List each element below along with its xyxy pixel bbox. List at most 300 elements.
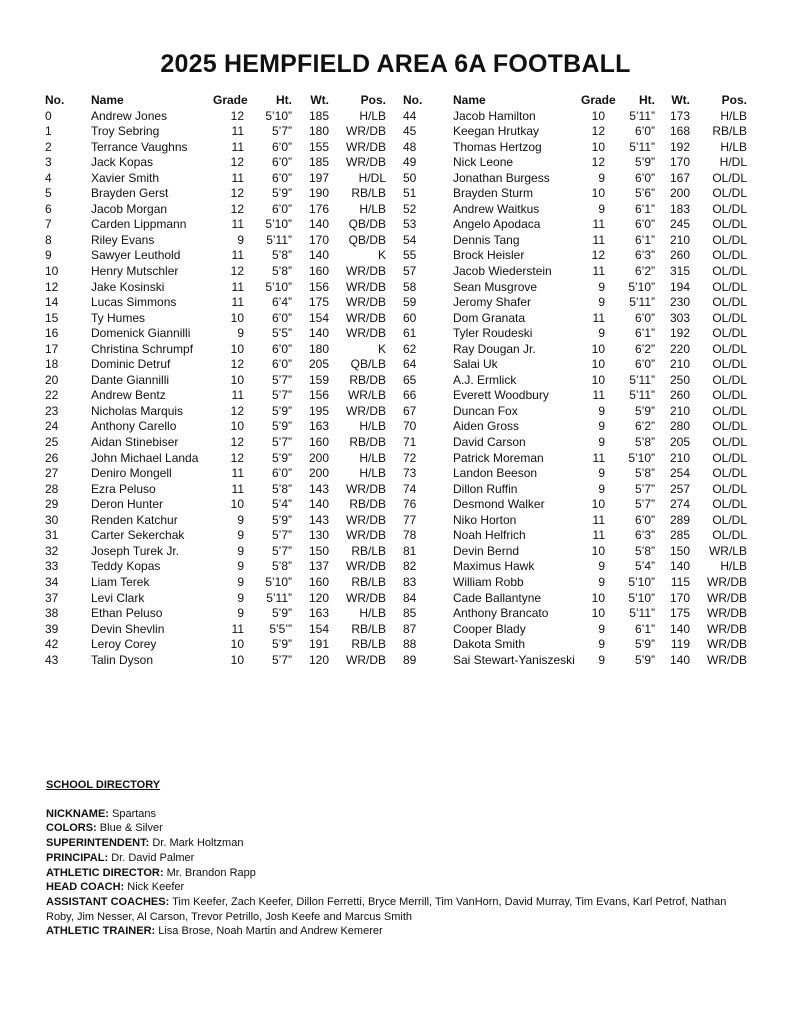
player-height: 6’1”	[634, 232, 655, 247]
table-row	[403, 606, 747, 622]
player-height: 5’7”	[271, 652, 292, 667]
player-number: 33	[45, 559, 59, 574]
player-grade: 11	[231, 466, 244, 481]
player-name: Nick Leone	[453, 155, 514, 170]
player-grade: 9	[237, 559, 244, 574]
player-weight: 170	[308, 232, 329, 247]
player-name: John Michael Landa	[91, 450, 199, 465]
player-name: Dante Giannilli	[91, 372, 170, 387]
player-grade: 9	[598, 326, 605, 341]
player-weight: 220	[669, 341, 690, 356]
directory-value: Blue & Silver	[99, 822, 163, 835]
player-name: Devin Shevlin	[91, 621, 165, 636]
player-number: 83	[403, 574, 417, 589]
player-number: 38	[45, 606, 59, 621]
player-number: 45	[403, 124, 417, 139]
player-weight: 173	[669, 108, 690, 123]
player-position: OL/DL	[712, 264, 747, 279]
player-height: 5’7”	[271, 435, 292, 450]
player-height: 5’7”	[271, 372, 292, 387]
player-number: 20	[45, 372, 59, 387]
player-grade: 9	[598, 170, 605, 185]
player-position: WR/DB	[346, 139, 386, 154]
table-row	[45, 311, 386, 327]
player-position: H/LB	[359, 201, 386, 216]
player-number: 3	[45, 155, 52, 170]
player-name: Jacob Wiederstein	[453, 264, 552, 279]
directory-heading: SCHOOL DIRECTORY	[46, 779, 161, 791]
player-name: Jack Kopas	[91, 155, 154, 170]
player-name: Dakota Smith	[453, 637, 526, 652]
player-grade: 10	[230, 372, 244, 387]
player-weight: 170	[669, 155, 690, 170]
player-grade: 9	[598, 403, 605, 418]
roster-table-left	[45, 93, 386, 668]
player-position: OL/DL	[712, 528, 747, 543]
player-height: 5’4”	[634, 559, 655, 574]
player-weight: 156	[308, 388, 329, 403]
player-grade: 10	[230, 652, 244, 667]
player-weight: 140	[308, 217, 329, 232]
directory-value: Lisa Brose, Noah Martin and Andrew Kemerer	[158, 925, 383, 938]
player-height: 5’8”	[634, 466, 655, 481]
player-name: Ray Dougan Jr.	[453, 341, 536, 356]
player-grade: 10	[591, 357, 605, 372]
player-height: 5’7”	[271, 543, 292, 558]
player-name: Tyler Roudeski	[453, 326, 533, 341]
player-grade: 10	[591, 543, 605, 558]
header-weight: Wt.	[310, 93, 329, 107]
table-row	[45, 497, 386, 513]
player-number: 37	[45, 590, 59, 605]
player-grade: 11	[231, 481, 244, 496]
directory-label: COLORS:	[46, 822, 97, 835]
player-position: OL/DL	[712, 201, 747, 216]
table-row	[45, 404, 386, 420]
player-height: 6’3”	[634, 528, 655, 543]
player-weight: 250	[669, 372, 690, 387]
player-weight: 210	[669, 232, 690, 247]
table-row	[45, 124, 386, 140]
player-position: OL/DL	[712, 435, 747, 450]
player-weight: 254	[669, 466, 690, 481]
player-name: David Carson	[453, 435, 526, 450]
player-weight: 183	[669, 201, 690, 216]
player-name: Ty Humes	[91, 310, 146, 325]
player-grade: 9	[598, 279, 605, 294]
player-number: 51	[403, 186, 417, 201]
player-number: 1	[45, 124, 52, 139]
player-grade: 12	[591, 155, 605, 170]
player-weight: 140	[308, 497, 329, 512]
table-row	[45, 622, 386, 638]
player-position: H/LB	[359, 108, 386, 123]
table-row	[45, 140, 386, 156]
player-name: Jacob Morgan	[91, 201, 168, 216]
table-row	[403, 202, 747, 218]
player-weight: 303	[669, 310, 690, 325]
player-position: WR/DB	[707, 590, 747, 605]
player-number: 32	[45, 543, 59, 558]
player-name: Carden Lippmann	[91, 217, 187, 232]
directory-label: SUPERINTENDENT:	[46, 837, 150, 850]
player-position: OL/DL	[712, 248, 747, 263]
player-name: Anthony Carello	[91, 419, 177, 434]
player-weight: 194	[669, 279, 690, 294]
player-position: OL/DL	[712, 279, 747, 294]
player-name: Jake Kosinski	[91, 279, 165, 294]
player-position: K	[377, 341, 386, 356]
table-row	[45, 466, 386, 482]
player-name: Patrick Moreman	[453, 450, 544, 465]
player-number: 44	[403, 108, 417, 123]
player-number: 16	[45, 326, 59, 341]
player-grade: 10	[230, 497, 244, 512]
player-height: 5’8”	[634, 435, 655, 450]
player-grade: 10	[591, 186, 605, 201]
table-row	[45, 575, 386, 591]
player-height: 6’2”	[634, 419, 655, 434]
header-name: Name	[91, 93, 124, 107]
player-height: 5’7”	[634, 497, 655, 512]
player-position: RB/DB	[349, 435, 386, 450]
player-name: Andrew Bentz	[91, 388, 166, 403]
player-height: 6’0”	[634, 310, 655, 325]
player-position: WR/DB	[707, 574, 747, 589]
player-weight: 195	[308, 403, 329, 418]
player-position: WR/DB	[346, 481, 386, 496]
player-position: WR/DB	[707, 637, 747, 652]
player-height: 6’0”	[634, 512, 655, 527]
table-row	[45, 419, 386, 435]
directory-label: PRINCIPAL:	[46, 851, 109, 864]
player-position: OL/DL	[712, 326, 747, 341]
player-position: H/LB	[359, 606, 386, 621]
player-position: OL/DL	[712, 403, 747, 418]
player-position: WR/DB	[346, 403, 386, 418]
player-number: 8	[45, 232, 52, 247]
player-height: 5’7”	[634, 481, 655, 496]
player-height: 5’10”	[628, 590, 655, 605]
player-grade: 9	[237, 606, 244, 621]
player-number: 2	[45, 139, 52, 154]
player-height: 5’11”	[266, 232, 292, 247]
player-position: OL/DL	[712, 217, 747, 232]
table-row	[403, 109, 747, 125]
table-row	[403, 388, 747, 404]
player-position: QB/DB	[348, 217, 386, 232]
player-grade: 11	[592, 388, 605, 403]
player-grade: 12	[591, 248, 605, 263]
roster-header-row	[403, 93, 747, 109]
player-name: Maximus Hawk	[453, 559, 535, 574]
player-height: 6’0”	[271, 341, 292, 356]
player-position: OL/DL	[712, 310, 747, 325]
player-position: WR/DB	[346, 559, 386, 574]
player-position: WR/DB	[346, 310, 386, 325]
player-number: 48	[403, 139, 417, 154]
player-position: RB/LB	[351, 637, 386, 652]
player-position: WR/DB	[346, 652, 386, 667]
player-number: 73	[403, 466, 417, 481]
player-height: 5’5’”	[269, 621, 292, 636]
player-height: 5’11”	[629, 372, 655, 387]
player-number: 60	[403, 310, 417, 325]
player-name: Levi Clark	[91, 590, 145, 605]
player-weight: 200	[308, 466, 329, 481]
page-title: 2025 HEMPFIELD AREA 6A FOOTBALL	[160, 50, 631, 78]
player-number: 61	[403, 326, 417, 341]
player-name: Noah Helfrich	[453, 528, 526, 543]
player-name: Terrance Vaughns	[91, 139, 188, 154]
player-height: 5’9”	[271, 403, 292, 418]
table-row	[45, 559, 386, 575]
player-number: 15	[45, 310, 59, 325]
player-number: 12	[45, 279, 59, 294]
player-height: 5’10”	[265, 108, 292, 123]
player-weight: 190	[308, 186, 329, 201]
player-height: 5’11”	[629, 606, 655, 621]
player-position: WR/DB	[707, 621, 747, 636]
directory-item	[46, 836, 756, 851]
player-weight: 180	[308, 124, 329, 139]
player-height: 5’11”	[629, 139, 655, 154]
directory-value: Spartans	[112, 807, 157, 820]
player-name: Dom Granata	[453, 310, 526, 325]
player-height: 5’8”	[271, 248, 292, 263]
player-grade: 9	[598, 466, 605, 481]
player-weight: 280	[669, 419, 690, 434]
header-position: Pos.	[360, 93, 386, 107]
player-grade: 9	[598, 652, 605, 667]
player-position: H/LB	[720, 559, 747, 574]
player-number: 0	[45, 108, 52, 123]
player-grade: 12	[230, 450, 244, 465]
player-grade: 11	[592, 310, 605, 325]
player-grade: 9	[237, 232, 244, 247]
player-weight: 160	[308, 574, 329, 589]
player-height: 5’9”	[634, 403, 655, 418]
player-weight: 200	[669, 186, 690, 201]
player-grade: 11	[231, 621, 244, 636]
player-height: 6’2”	[634, 264, 655, 279]
player-weight: 210	[669, 357, 690, 372]
player-position: WR/DB	[346, 512, 386, 527]
player-height: 5’8”	[634, 543, 655, 558]
player-weight: 120	[308, 590, 329, 605]
player-grade: 10	[591, 606, 605, 621]
table-row	[45, 202, 386, 218]
directory-label: NICKNAME:	[46, 807, 109, 820]
player-position: OL/DL	[712, 357, 747, 372]
player-number: 62	[403, 341, 417, 356]
player-grade: 9	[598, 621, 605, 636]
player-height: 5’9”	[271, 606, 292, 621]
player-name: Andrew Jones	[91, 108, 168, 123]
player-number: 71	[403, 435, 417, 450]
table-row	[403, 186, 747, 202]
player-position: OL/DL	[712, 481, 747, 496]
player-name: Riley Evans	[91, 232, 155, 247]
table-row	[45, 451, 386, 467]
player-grade: 10	[230, 637, 244, 652]
player-weight: 155	[308, 139, 329, 154]
table-row	[403, 311, 747, 327]
player-height: 5’11”	[629, 295, 655, 310]
player-height: 5’9”	[634, 637, 655, 652]
player-name: Ezra Peluso	[91, 481, 156, 496]
directory-label: HEAD COACH:	[46, 881, 125, 894]
table-row	[403, 295, 747, 311]
table-row	[45, 295, 386, 311]
player-number: 88	[403, 637, 417, 652]
player-position: RB/LB	[351, 621, 386, 636]
header-height: Ht.	[276, 93, 292, 107]
player-position: H/LB	[720, 108, 747, 123]
player-number: 17	[45, 341, 59, 356]
directory-item	[46, 807, 756, 822]
player-weight: 210	[669, 450, 690, 465]
player-number: 58	[403, 279, 417, 294]
player-position: WR/DB	[346, 124, 386, 139]
player-position: WR/DB	[346, 528, 386, 543]
table-row	[403, 171, 747, 187]
player-grade: 10	[591, 497, 605, 512]
player-height: 5’11”	[266, 590, 292, 605]
player-grade: 9	[598, 574, 605, 589]
table-row	[45, 280, 386, 296]
table-row	[403, 326, 747, 342]
table-row	[403, 482, 747, 498]
player-height: 5’7”	[271, 124, 292, 139]
player-weight: 140	[308, 326, 329, 341]
player-name: Troy Sebring	[91, 124, 160, 139]
table-row	[45, 513, 386, 529]
player-position: RB/DB	[349, 372, 386, 387]
player-weight: 191	[308, 637, 329, 652]
player-weight: 197	[308, 170, 329, 185]
player-height: 5’8”	[271, 481, 292, 496]
table-row	[403, 653, 747, 669]
player-height: 5’9”	[271, 512, 292, 527]
player-number: 28	[45, 481, 59, 496]
player-number: 89	[403, 652, 417, 667]
player-number: 81	[403, 543, 417, 558]
player-weight: 257	[669, 481, 690, 496]
player-number: 82	[403, 559, 417, 574]
table-row	[403, 513, 747, 529]
player-grade: 12	[230, 264, 244, 279]
player-height: 5’9”	[271, 637, 292, 652]
player-name: Jacob Hamilton	[453, 108, 536, 123]
player-position: H/LB	[359, 419, 386, 434]
player-weight: 150	[669, 543, 690, 558]
player-weight: 170	[669, 590, 690, 605]
player-name: Niko Horton	[453, 512, 517, 527]
player-height: 6’2”	[634, 341, 655, 356]
player-height: 5’10”	[265, 279, 292, 294]
player-height: 5’5”	[271, 326, 292, 341]
player-grade: 11	[592, 528, 605, 543]
player-weight: 230	[669, 295, 690, 310]
player-name: Renden Katchur	[91, 512, 178, 527]
player-name: Thomas Hertzog	[453, 139, 542, 154]
table-row	[45, 653, 386, 669]
player-weight: 140	[669, 559, 690, 574]
player-position: OL/DL	[712, 450, 747, 465]
player-grade: 10	[230, 341, 244, 356]
player-height: 5’11”	[629, 388, 655, 403]
table-row	[45, 435, 386, 451]
player-height: 5’9”	[634, 652, 655, 667]
directory-label: ATHLETIC DIRECTOR:	[46, 866, 164, 879]
player-number: 18	[45, 357, 59, 372]
player-grade: 11	[231, 170, 244, 185]
player-weight: 140	[308, 248, 329, 263]
table-row	[403, 435, 747, 451]
player-grade: 12	[230, 201, 244, 216]
player-weight: 180	[308, 341, 329, 356]
player-weight: 160	[308, 435, 329, 450]
player-grade: 10	[230, 310, 244, 325]
player-weight: 160	[308, 264, 329, 279]
table-row	[45, 186, 386, 202]
player-position: OL/DL	[712, 497, 747, 512]
roster-header-row	[45, 93, 386, 109]
player-number: 39	[45, 621, 59, 636]
player-grade: 11	[231, 248, 244, 263]
player-name: Dillon Ruffin	[453, 481, 518, 496]
table-row	[45, 171, 386, 187]
player-grade: 9	[598, 435, 605, 450]
table-row	[45, 326, 386, 342]
player-name: Liam Terek	[91, 574, 150, 589]
player-position: WR/DB	[346, 326, 386, 341]
player-weight: 140	[669, 621, 690, 636]
player-number: 7	[45, 217, 52, 232]
player-position: OL/DL	[712, 170, 747, 185]
player-height: 6’0”	[271, 466, 292, 481]
player-weight: 156	[308, 279, 329, 294]
player-grade: 11	[592, 264, 605, 279]
player-weight: 185	[308, 155, 329, 170]
player-position: K	[377, 248, 386, 263]
player-name: Aiden Gross	[453, 419, 520, 434]
player-grade: 11	[592, 232, 605, 247]
directory-item	[46, 880, 756, 895]
table-row	[403, 124, 747, 140]
player-position: OL/DL	[712, 295, 747, 310]
player-grade: 12	[230, 403, 244, 418]
player-name: Teddy Kopas	[91, 559, 161, 574]
player-weight: 285	[669, 528, 690, 543]
table-row	[45, 528, 386, 544]
directory-label: ASSISTANT COACHES:	[46, 895, 170, 908]
player-position: RB/LB	[712, 124, 747, 139]
player-name: Lucas Simmons	[91, 295, 177, 310]
player-position: OL/DL	[712, 466, 747, 481]
player-name: Domenick Giannilli	[91, 326, 191, 341]
player-height: 6’1”	[634, 621, 655, 636]
directory-value: Tim Keefer, Zach Keefer, Dillon Ferretti, Bryce Merrill, Tim VanHorn, David Murray, Tim Evans, Karl Petrof, Nathan Roby, Jim Nesser, Al Carson, Trevor Petrillo, Josh Keefe and Marcus Smith	[46, 895, 727, 923]
player-position: OL/DL	[712, 186, 747, 201]
table-row	[403, 591, 747, 607]
player-name: Brayden Sturm	[453, 186, 534, 201]
table-row	[45, 388, 386, 404]
player-grade: 12	[230, 186, 244, 201]
player-number: 23	[45, 403, 59, 418]
player-name: Cade Ballantyne	[453, 590, 542, 605]
